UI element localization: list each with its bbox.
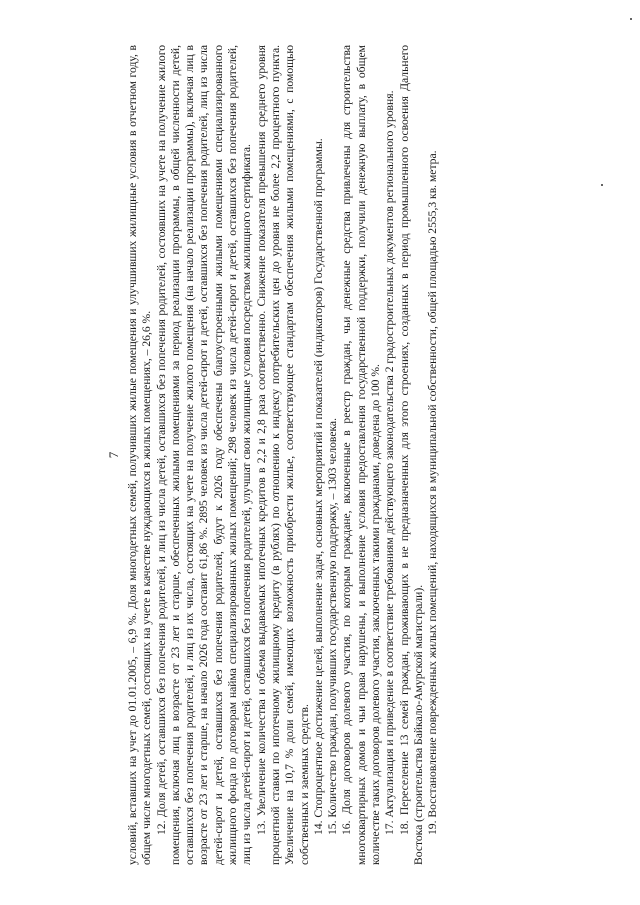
scan-speck bbox=[630, 18, 632, 20]
scan-speck bbox=[601, 184, 603, 186]
paragraph: 19. Восстановление поврежденных жилых помещений, находящихся в муниципальной собственности, общей площадью 2555,3 кв. метра. bbox=[426, 150, 440, 835]
paragraph: 14. Стопроцентное достижение целей, выполнение задач, основных мероприятий и показателей (индикаторов) Государственной программы. bbox=[311, 138, 325, 835]
paragraph: 12. Доля детей, оставшихся без попечения родителей, и лиц из числа детей, оставшихся без попечения родителей, состоявших на учете на получение жилого помещения, включая лиц в возрасте от 23 лет и старше, обеспеченных жилыми помещениями за период реализации программы, в общей численности детей, оставшихся без попечения родителей, и лиц из их числа, состоящих на учете на получение жилого помещения (на начало реализации программы), включая лиц в возрасте от 23 лет и старше, на начало 2026 года составит 61,86 %. 2895 человек из числа детей-сирот и детей, оставшихся без попечения родителей, лиц из числа детей-сирот и детей, оставшихся без попечения родителей, будут к 2026 году обеспечены благоустроенными жилыми помещениями специализированного жилищного фонда по договорам найма специализированных жилых помещений; 298 человек из числа детей-сирот и детей, оставшихся без попечения родителей, лиц из числа детей-сирот и детей, оставшихся без попечения родителей, улучшат свои жилищные условия посредством жилищного сертификата. bbox=[154, 45, 254, 865]
paragraph: условий, вставших на учет до 01.01.2005, – 6,9 %. Доля многодетных семей, получивших жилые помещения и улучшивших жилищные условия в отчетном году, в общем числе многодетных семей, состоящих на учете в качестве нуждающихся в жилых помещениях, – 26,6 %. bbox=[126, 45, 154, 865]
paragraph: 18. Переселение 13 семей граждан, проживающих в не предназначенных для этого строениях, созданных в период промышленного освоения Дальнего Востока (строительства Байкало-Амурской магистрали). bbox=[397, 45, 425, 865]
paragraph: 16. Доля договоров долевого участия, по которым граждане, включенные в реестр граждан, чьи денежные средства привлечены для строительства многоквартирных домов и чьи права нарушены, и выполнение условия предоставления государственной поддержки, получили денежную выплату, в общем количестве таких договоров долевого участия, заключенных такими гражданами, доведена до 100 %. bbox=[340, 45, 383, 865]
paragraph: 17. Актуализация и приведение в соответствие требованиям действующего законодательства 2 градостроительных документов регионального уровня. bbox=[383, 90, 397, 835]
paragraph: 15. Количество граждан, получивших государственную поддержку, – 1303 человека. bbox=[326, 418, 340, 835]
page-number: 7 bbox=[106, 451, 121, 459]
paragraph: 13. Увеличение количества и объема выдаваемых ипотечных кредитов в 2,2 и 2,8 раза соответственно. Снижение показателя превышения среднего уровня процентной ставки по ипотечному жилищному кредиту (в рублях) по отношению к индексу потребительских цен до уровня не более 2,2 процентного пункта. Увеличение на 10,7 % доли семей, имеющих возможность приобрести жилье, соответствующее стандартам обеспечения жилыми помещениями, с помощью собственных и заемных средств. bbox=[254, 45, 311, 865]
rotated-page-content bbox=[100, 45, 560, 865]
document-body bbox=[126, 45, 441, 865]
